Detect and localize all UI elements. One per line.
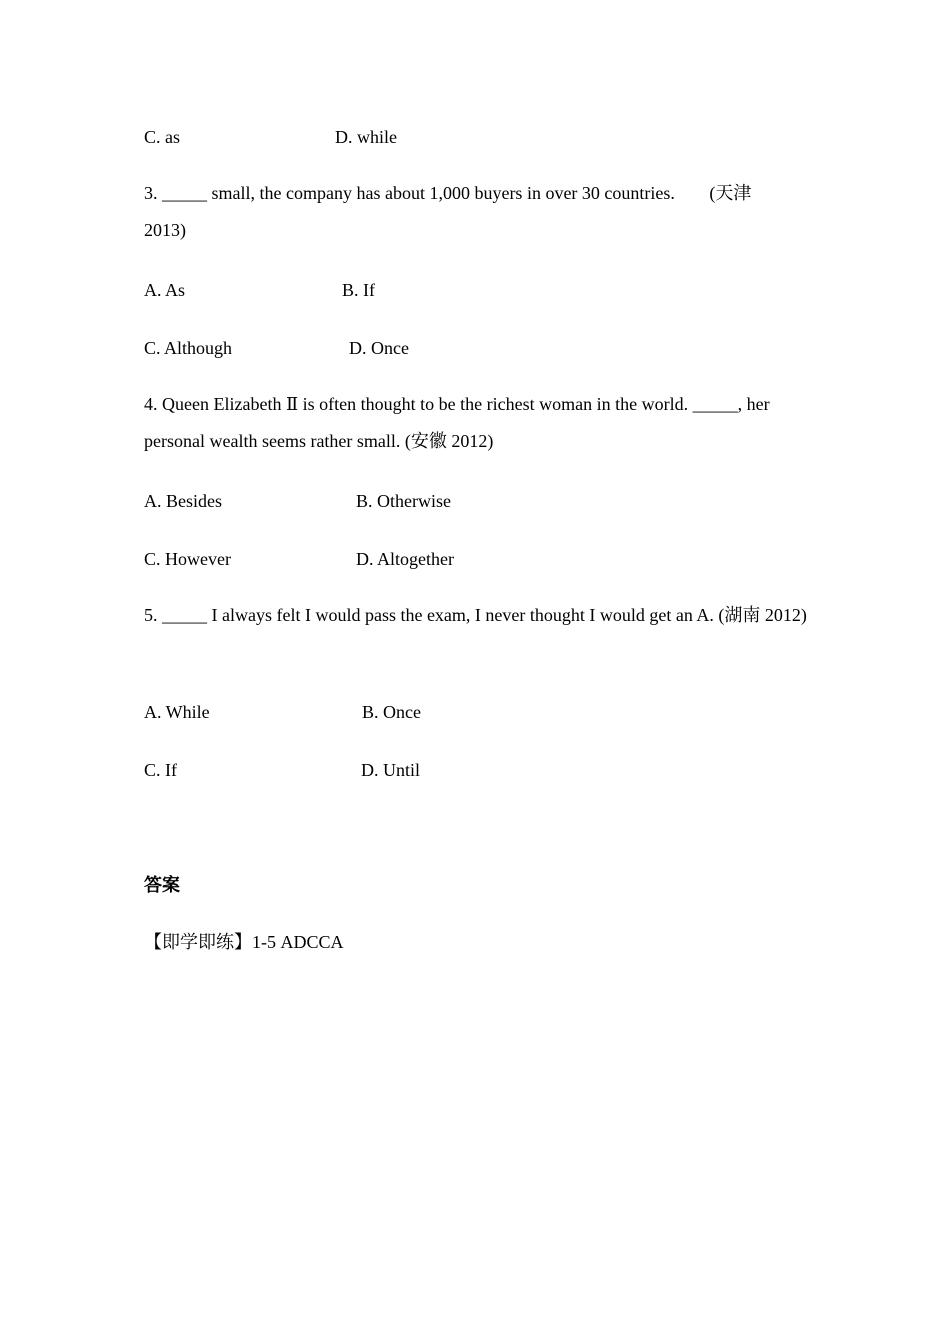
q3-option-d: D. Once xyxy=(349,338,409,358)
q2-option-d: D. while xyxy=(335,127,397,147)
q3-option-a: A. As xyxy=(144,280,186,300)
q3-question xyxy=(144,175,789,249)
q4-question: 4. Queen Elizabeth Ⅱ is often thought to be the richest woman in the world. _____, her personal wealth seems rather small. (安徽 2012) xyxy=(144,394,770,451)
q4-option-a: A. Besides xyxy=(144,491,222,511)
q4-option-b: B. Otherwise xyxy=(356,491,451,511)
q2-option-c: C. as xyxy=(144,127,180,147)
q5-option-b: B. Once xyxy=(362,702,421,722)
q5-option-d: D. Until xyxy=(361,760,421,780)
q5-option-a: A. While xyxy=(144,702,210,722)
q3-option-b: B. If xyxy=(342,280,375,300)
answers-line: 【即学即练】1-5 ADCCA xyxy=(144,932,344,952)
q4-option-d: D. Altogether xyxy=(356,549,454,569)
q4-option-c: C. However xyxy=(144,549,231,569)
q3-text: 3. _____ small, the company has about 1,000 buyers in over 30 countries. xyxy=(144,183,675,203)
q5-question: 5. _____ I always felt I would pass the exam, I never thought I would get an A. (湖南 2012) xyxy=(144,605,807,625)
answers-heading: 答案 xyxy=(144,875,180,896)
q3-option-c: C. Although xyxy=(144,338,233,358)
q3-source: (天津 2013) xyxy=(144,183,752,240)
q5-option-c: C. If xyxy=(144,760,177,780)
